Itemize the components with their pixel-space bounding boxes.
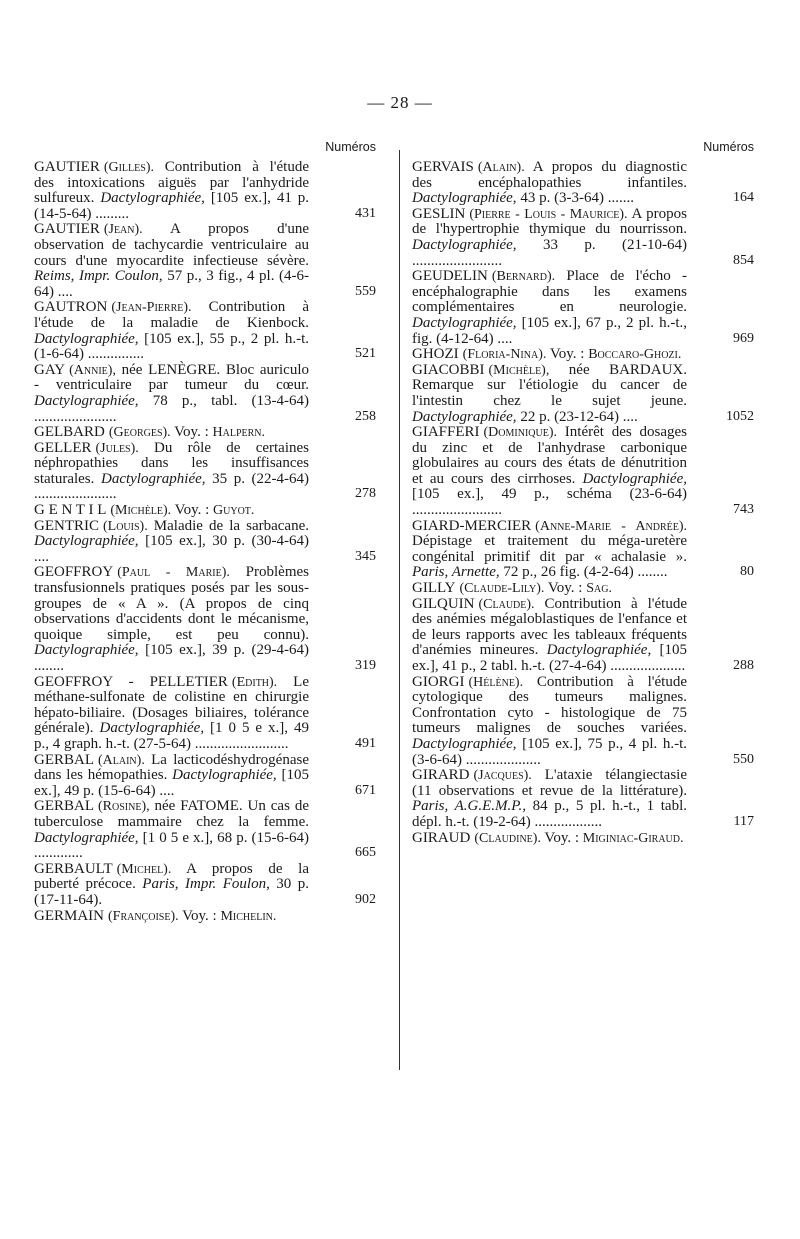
entry-author: GERBAL xyxy=(34,798,94,815)
bibliography-entry xyxy=(34,222,376,300)
entry-given-name: (Françoise). xyxy=(108,908,179,924)
bibliography-entry xyxy=(412,160,754,207)
entry-given-name: (Paul - Marie). xyxy=(117,565,230,581)
entry-author: GEUDELIN xyxy=(412,268,488,285)
entry-author: GAY xyxy=(34,361,66,378)
entry-number: 258 xyxy=(355,408,376,424)
entry-author: GILQUIN xyxy=(412,595,475,612)
entry-details: 35 p. (22-4-64) ...................... xyxy=(34,470,309,503)
entry-title: Contribution à l'étude cytologique des tumeurs malignes. Confrontation cyto - histologique de 75 tumeurs malignes de souches variées. xyxy=(412,673,687,737)
entry-text xyxy=(34,363,309,425)
entry-number xyxy=(687,845,754,846)
entry-details: 78 p., tabl. (13-4-64) ...................... xyxy=(34,392,309,425)
entry-given-name: (Jacques). xyxy=(473,768,532,784)
entry-text xyxy=(34,519,309,566)
entry-details: [1 0 5 e x.], 68 p. (15-6-64) ............. xyxy=(34,829,309,862)
bibliography-entry xyxy=(412,581,754,597)
entry-title: Contribution à l'étude des anémies mégaloblastiques de l'enfance et de leurs rapports avec les tableaux fréquents d'anémies mineures. xyxy=(412,595,687,659)
entry-number: 559 xyxy=(355,283,376,299)
entry-number: 671 xyxy=(355,782,376,798)
bibliography-entry xyxy=(34,425,376,441)
entry-author: GERBAULT xyxy=(34,860,113,877)
entry-text xyxy=(34,862,309,909)
entry-title: A propos de l'hypertrophie thymique du nourrisson. xyxy=(412,205,687,238)
entry-number: 521 xyxy=(355,346,376,362)
bibliography-entry xyxy=(412,269,754,347)
bibliography-entry xyxy=(34,519,376,566)
entry-author: GAUTRON xyxy=(34,299,108,316)
entry-details: 57 p., 3 fig., 4 pl. (4-6-64) .... xyxy=(34,268,309,300)
right-column xyxy=(412,140,754,846)
entry-details: 72 p., 26 fig. (4-2-64) ........ xyxy=(499,564,668,581)
entry-author: GIACOBBI xyxy=(412,361,485,378)
column-divider xyxy=(399,150,400,1070)
entry-publisher: Dactylographiée, xyxy=(412,236,517,253)
entry-given-name: (Jean-Pierre). xyxy=(111,300,192,316)
entry-given-name: (Alain). xyxy=(98,752,145,768)
entry-publisher: Dactylographiée, xyxy=(34,829,139,846)
entry-title: Dépistage et traitement du méga-uretère congénital primitif dit par « achalasie ». xyxy=(412,533,687,565)
entry-given-name: (Gilles). xyxy=(103,160,154,175)
entry-number: 288 xyxy=(733,658,754,673)
entry-number: 117 xyxy=(733,813,754,829)
entry-text xyxy=(34,799,309,861)
entry-title: A propos d'une observation de tachycardie ventriculaire au cours d'une myocardite infectieuse sévère. xyxy=(34,221,309,269)
bibliography-entry xyxy=(412,207,754,269)
entry-title: née LENÈGRE. Bloc auriculo - ventriculaire par tumeur du cœur. xyxy=(34,361,309,394)
entry-given-name: (Pierre - Louis - Maurice). xyxy=(469,206,628,222)
entry-given-name: (Floria-Nina). xyxy=(462,347,547,363)
entry-author: GENTRIC xyxy=(34,517,99,534)
entry-number: 431 xyxy=(355,205,376,221)
column-header: Numéros xyxy=(325,140,376,154)
entry-author: GAUTIER xyxy=(34,221,100,238)
entry-author: GESLIN xyxy=(412,205,466,222)
bibliography-entry xyxy=(34,503,376,519)
entry-publisher: Dactylographiée, xyxy=(412,314,517,331)
entry-title: L'ataxie télangiectasie (11 observations et revue de la littérature). xyxy=(412,767,687,799)
bibliography-entry xyxy=(412,597,754,675)
entry-text xyxy=(412,675,687,769)
entry-given-name: (Michel). xyxy=(116,861,172,877)
bibliography-entry xyxy=(34,160,376,222)
entry-details: Halpern. xyxy=(212,425,266,441)
bibliography-entry xyxy=(34,363,376,425)
entry-publisher: Paris, Impr. Foulon, xyxy=(142,876,270,893)
entry-details: [105 ex.], 30 p. (30-4-64) .... xyxy=(34,533,309,565)
entry-text xyxy=(412,597,687,675)
entry-title: Place de l'écho - encéphalographie dans les examens complémentaires en neurologie. xyxy=(412,268,687,316)
entry-given-name: (Claude). xyxy=(478,596,535,612)
entry-publisher: Dactylographiée, xyxy=(34,330,139,347)
entry-title: Du rôle de certaines néphropathies dans les insuffisances staturales. xyxy=(34,439,309,487)
entry-details: [1 0 5 e x.], 49 p., 4 graph. h.-t. (27-5-64) ......................... xyxy=(34,720,309,752)
bibliography-entry xyxy=(412,425,754,519)
entry-text xyxy=(412,269,687,347)
entry-text xyxy=(34,753,309,800)
entry-given-name: (Jules). xyxy=(95,440,139,456)
entry-title: A propos de la puberté précoce. xyxy=(34,860,309,893)
entry-author: GIAFFERI xyxy=(412,424,480,441)
entry-number: 278 xyxy=(355,486,376,502)
entry-given-name: (Claudine). xyxy=(474,830,541,846)
entry-text xyxy=(412,768,687,830)
entry-publisher: Reims, Impr. Coulon, xyxy=(34,268,163,285)
entry-details: 84 p., 5 pl. h.-t., 1 tabl. dépl. h.-t. (19-2-64) .................. xyxy=(412,798,687,830)
entry-number: 319 xyxy=(355,658,376,673)
entry-given-name: (Jean). xyxy=(103,222,143,238)
entry-author: GEOFFROY xyxy=(34,564,114,581)
entry-title: née BARDAUX. Remarque sur l'étiologie du cancer de l'intestin chez le sujet jeune. xyxy=(412,361,687,409)
entry-author: GELBARD xyxy=(34,424,105,441)
entry-text xyxy=(34,503,309,519)
entry-text xyxy=(412,425,687,519)
entry-number: 164 xyxy=(733,190,754,206)
entry-details: 33 p. (21-10-64) ........................ xyxy=(412,236,687,269)
entry-given-name: (Claude-Lily). xyxy=(459,581,545,597)
entry-title: Contribution à l'étude des intoxications aiguës par l'anhydride sulfureux. xyxy=(34,159,309,207)
entry-details: [105 ex.], 41 p., 2 tabl. h.-t. (27-4-64) .................... xyxy=(412,642,687,674)
entry-title: Voy. : xyxy=(546,346,589,363)
entry-number: 550 xyxy=(733,751,754,767)
entry-publisher: Dactylographiée, xyxy=(582,470,687,487)
entry-title: Maladie de la sarbacane. xyxy=(147,517,309,534)
entry-text xyxy=(34,565,309,674)
entry-publisher: Dactylographiée, xyxy=(546,642,652,659)
entry-text xyxy=(34,160,309,222)
entry-given-name: (Annie), xyxy=(69,362,116,378)
entry-title: Voy. : xyxy=(171,502,214,519)
entry-title: Voy. : xyxy=(178,907,221,924)
entry-number: 969 xyxy=(733,330,754,346)
bibliography-entry xyxy=(34,675,376,753)
entry-publisher: Dactylographiée, xyxy=(412,190,517,207)
entry-publisher: Dactylographiée, xyxy=(99,720,205,737)
entry-author: GERMAIN xyxy=(34,907,104,924)
bibliography-entry xyxy=(412,519,754,581)
entry-title: Voy. : xyxy=(170,424,213,441)
entry-details: 30 p. (17-11-64). xyxy=(34,876,310,908)
entry-text xyxy=(412,831,687,847)
left-column xyxy=(34,140,376,924)
entry-author: GIRAUD xyxy=(412,829,471,846)
entry-number: 1052 xyxy=(726,408,754,424)
entry-given-name: (Rosine), xyxy=(98,799,150,815)
entry-given-name: (Edith). xyxy=(231,674,278,690)
entry-number: 345 xyxy=(355,548,376,564)
entry-details: Boccaro-Ghozi. xyxy=(588,347,682,363)
entry-author: GIARD-MERCIER xyxy=(412,517,532,534)
entry-given-name: (Dominique). xyxy=(483,425,557,441)
entry-author: GHOZI xyxy=(412,346,459,363)
bibliography-entry xyxy=(34,909,376,925)
entry-number: 665 xyxy=(355,845,376,861)
column-header: Numéros xyxy=(703,140,754,154)
entry-details: [105 ex.], 49 p. (15-6-64) .... xyxy=(34,767,309,799)
entry-details: [105 ex.], 39 p. (29-4-64) ........ xyxy=(34,642,309,674)
entry-text xyxy=(34,300,309,362)
entry-publisher: Dactylographiée, xyxy=(34,392,139,409)
bibliography-entry xyxy=(34,441,376,503)
entry-text xyxy=(412,519,687,581)
entry-publisher: Dactylographiée, xyxy=(100,470,206,487)
entry-given-name: (Michèle), xyxy=(488,362,550,378)
page-number: — 28 — xyxy=(367,93,433,112)
entry-author: GERVAIS xyxy=(412,159,474,175)
entry-text xyxy=(34,909,309,925)
entry-details: 22 p. (23-12-64) .... xyxy=(516,408,638,425)
entry-details: Sag. xyxy=(586,581,612,597)
entry-publisher: Dactylographiée, xyxy=(34,533,139,550)
entry-given-name: (Anne-Marie - Andrée). xyxy=(535,518,687,534)
entry-title: Contribution à l'étude de la maladie de Kienbock. xyxy=(34,299,309,331)
entry-details: [105 ex.], 55 p., 2 pl. h.-t. (1-6-64) ............... xyxy=(34,330,309,363)
entry-title: Voy. : xyxy=(540,829,583,846)
bibliography-entry xyxy=(34,565,376,674)
entry-details: [105 ex.], 75 p., 4 pl. h.-t. (3-6-64) .................... xyxy=(412,735,687,768)
bibliography-entry xyxy=(412,347,754,363)
entry-details: [105 ex.], 49 p., schéma (23-6-64) ........................ xyxy=(412,486,687,519)
entry-number xyxy=(687,362,754,363)
bibliography-entry xyxy=(412,831,754,847)
entry-number xyxy=(309,518,376,519)
entry-title: A propos du diagnostic des encéphalopathies infantiles. xyxy=(412,159,687,191)
bibliography-entry xyxy=(34,799,376,861)
entry-text xyxy=(34,441,309,503)
entry-details: [105 ex.], 67 p., 2 pl. h.-t., fig. (4-12-64) .... xyxy=(412,314,687,347)
entry-title: La lacticodéshydrogénase dans les hémopathies. xyxy=(34,751,309,784)
entry-text xyxy=(412,363,687,425)
entry-publisher: Dactylographiée, xyxy=(412,735,517,752)
entry-number: 743 xyxy=(733,502,754,518)
entry-given-name: (Hélène). xyxy=(468,674,524,690)
entry-title: Le méthane-sulfonate de colistine en chirurgie hépato-biliaire. (Dosages biliaires, tolérance générale). xyxy=(34,673,309,737)
entry-number: 902 xyxy=(355,891,376,907)
entry-title: Problèmes transfusionnels pratiques posés par les sous-groupes de « A ». (A propos de cinq observations d'accidents dont le mécanisme, quoique simple, est peu connu). xyxy=(34,564,309,643)
entry-given-name: (Michèle). xyxy=(110,503,172,519)
entry-text xyxy=(34,425,309,441)
entry-publisher: Dactylographiée, xyxy=(100,190,205,207)
entry-text xyxy=(412,347,687,363)
entry-author: GILLY xyxy=(412,580,456,597)
entry-details: Guyot. xyxy=(213,503,255,519)
entry-text xyxy=(412,160,687,207)
entry-details: 43 p. (3-3-64) ....... xyxy=(516,190,635,207)
entry-text xyxy=(34,222,309,300)
entry-publisher: Dactylographiée, xyxy=(412,408,517,425)
entry-given-name: (Louis). xyxy=(103,518,148,534)
entry-details: [105 ex.], 41 p. (14-5-64) ......... xyxy=(34,190,309,222)
entry-number: 491 xyxy=(355,735,376,751)
entry-text xyxy=(412,207,687,269)
bibliography-entry xyxy=(412,363,754,425)
entry-number xyxy=(687,596,754,597)
entry-title: Voy. : xyxy=(544,580,587,597)
entry-number: 80 xyxy=(740,564,754,580)
entry-details: Michelin. xyxy=(220,908,277,924)
entry-publisher: Paris, Arnette, xyxy=(412,564,500,581)
entry-title: née FATOME. Un cas de tuberculose mammaire chez la femme. xyxy=(34,798,309,830)
bibliography-entry xyxy=(412,675,754,769)
entry-publisher: Dactylographiée, xyxy=(172,767,277,784)
entry-list xyxy=(412,160,754,846)
entry-given-name: (Georges). xyxy=(108,425,171,441)
entry-given-name: (Bernard). xyxy=(491,269,556,285)
entry-author: GIORGI xyxy=(412,673,465,690)
entry-author: GEOFFROY - PELLETIER xyxy=(34,673,228,690)
entry-number xyxy=(309,440,376,441)
entry-title: Intérêt des dosages du zinc et de l'anhydrase carbonique globulaires au cours des états de dénutrition et au cours des cirrhoses. xyxy=(412,424,687,487)
entry-author: GAUTIER xyxy=(34,159,100,175)
bibliography-entry xyxy=(34,862,376,909)
entry-author: GERBAL xyxy=(34,751,94,768)
entry-author: GELLER xyxy=(34,439,92,456)
entry-number xyxy=(309,923,376,924)
entry-text xyxy=(412,581,687,597)
bibliography-entry xyxy=(34,753,376,800)
bibliography-entry xyxy=(412,768,754,830)
entry-list xyxy=(34,160,376,924)
bibliography-entry xyxy=(34,300,376,362)
entry-given-name: (Alain). xyxy=(477,160,525,175)
entry-publisher: Dactylographiée, xyxy=(34,642,139,659)
entry-number: 854 xyxy=(733,252,754,268)
entry-details: Miginiac-Giraud. xyxy=(582,830,684,846)
entry-author: GIRARD xyxy=(412,767,470,784)
entry-text xyxy=(34,675,309,753)
entry-publisher: Paris, A.G.E.M.P., xyxy=(412,798,526,815)
entry-author: G E N T I L xyxy=(34,502,107,519)
